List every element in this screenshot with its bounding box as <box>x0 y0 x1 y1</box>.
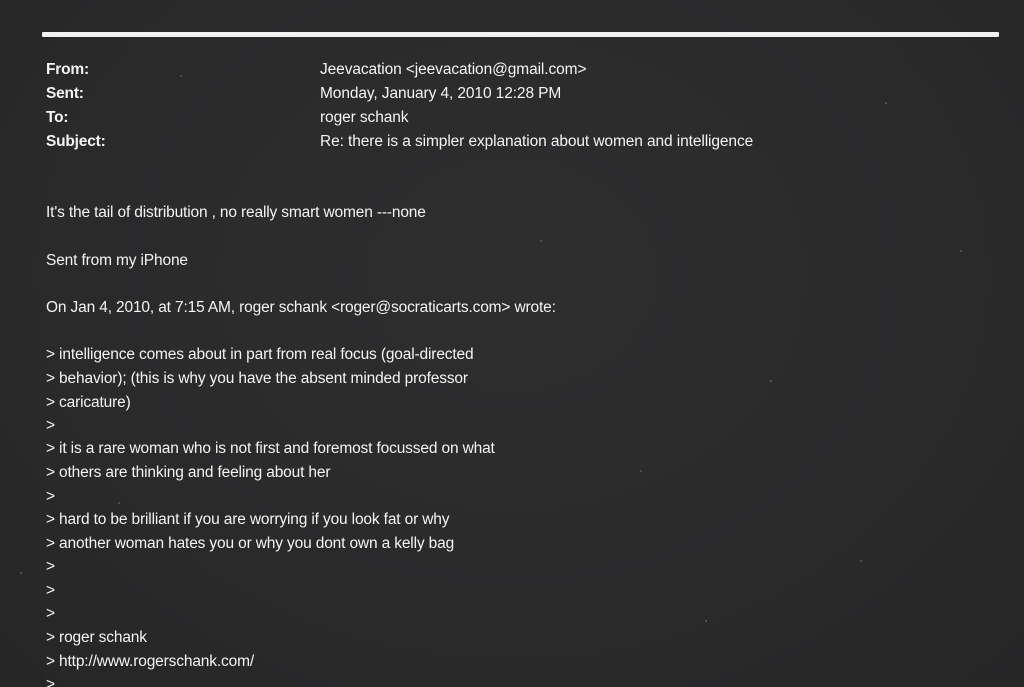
quoted-line: > <box>46 605 55 622</box>
header-from-value: Jeevacation <jeevacation@gmail.com> <box>320 61 587 78</box>
quoted-line: > <box>46 488 55 505</box>
quote-attribution: On Jan 4, 2010, at 7:15 AM, roger schank <roger@socraticarts.com> wrote: <box>46 299 556 316</box>
quoted-line: > intelligence comes about in part from real focus (goal-directed <box>46 346 474 363</box>
scan-speck <box>960 250 962 252</box>
quoted-line: > another woman hates you or why you dont own a kelly bag <box>46 535 455 552</box>
quoted-line: > it is a rare woman who is not first and foremost focussed on what <box>46 440 495 457</box>
reply-text: It's the tail of distribution , no really smart women ---none <box>46 204 426 221</box>
quoted-line: > <box>46 558 55 575</box>
header-sent-value: Monday, January 4, 2010 12:28 PM <box>320 85 562 102</box>
quoted-line: > <box>46 582 55 599</box>
scan-speck <box>180 75 182 77</box>
mobile-signature: Sent from my iPhone <box>46 252 188 269</box>
quoted-line: > roger schank <box>46 629 147 646</box>
scan-speck <box>860 560 862 562</box>
header-to-value: roger schank <box>320 109 409 126</box>
quoted-line: > http://www.rogerschank.com/ <box>46 653 255 670</box>
scan-speck <box>705 620 707 622</box>
scan-speck <box>20 572 22 574</box>
scan-speck <box>118 502 120 504</box>
quoted-line: > others are thinking and feeling about her <box>46 464 331 481</box>
quoted-line: > behavior); (this is why you have the absent minded professor <box>46 370 468 387</box>
header-subject-value: Re: there is a simpler explanation about women and intelligence <box>320 133 754 150</box>
scan-speck <box>640 470 642 472</box>
header-sent-label: Sent: <box>46 85 84 102</box>
header-divider <box>42 32 999 37</box>
scan-speck <box>540 240 542 242</box>
header-from-label: From: <box>46 61 89 78</box>
quoted-line: > <box>46 676 55 687</box>
scan-speck <box>770 380 772 382</box>
header-subject-label: Subject: <box>46 133 106 150</box>
header-to-label: To: <box>46 109 69 126</box>
quoted-line: > caricature) <box>46 394 131 411</box>
quoted-line: > <box>46 417 55 434</box>
quoted-line: > hard to be brilliant if you are worrying if you look fat or why <box>46 511 450 528</box>
scan-speck <box>885 102 887 104</box>
